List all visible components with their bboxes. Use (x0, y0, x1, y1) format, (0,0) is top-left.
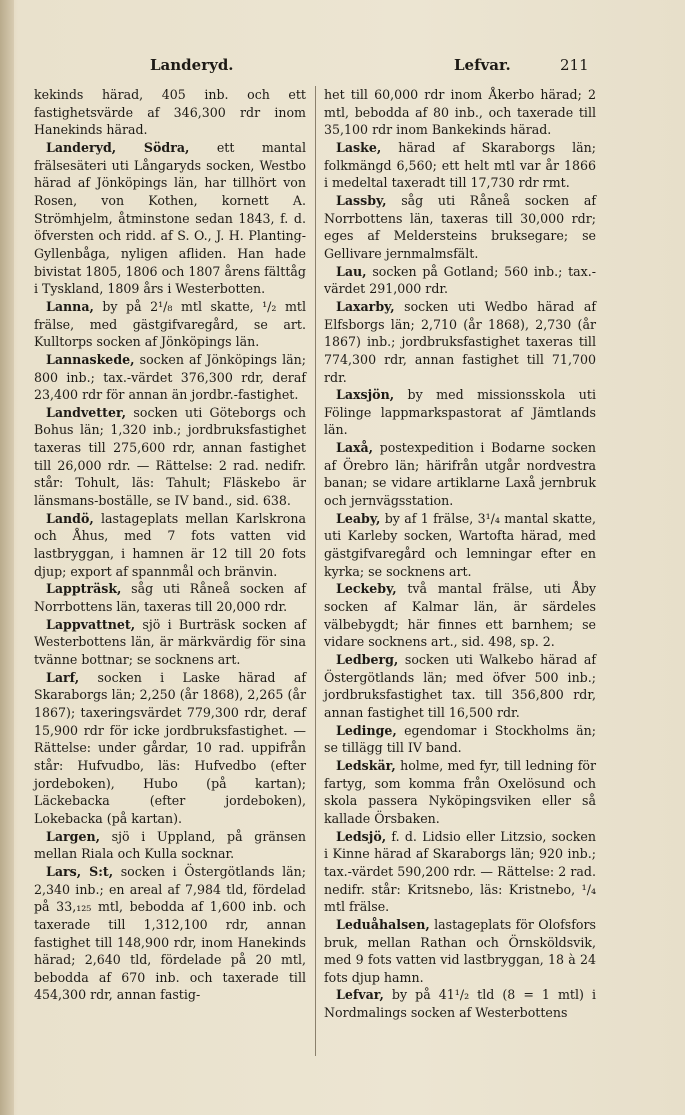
entry-headword: Lappvattnet, (46, 616, 136, 632)
entry-headword: Landvetter, (46, 404, 127, 420)
entry-headword: Laxarby, (336, 298, 395, 314)
entry-headword: Lars, S:t, (46, 863, 114, 879)
entry-headword: Landeryd, Södra, (46, 139, 190, 155)
dictionary-entry (34, 863, 306, 1004)
entry-text: socken i Laske härad af Skaraborgs län; 2,250 (år 1868), 2,265 (år 1867); taxeringsvärdet 779,300 rdr, deraf 15,900 rdr för icke jordbruksfastighet. — Rättelse: under gårdar, 10 rad. uppifrån står: Hufvudbo, läs: Hufvedbo (efter jordeboken), Hubo (på kartan); Läckebacka (efter jordeboken), Lokebacka (på kartan). (34, 669, 306, 826)
entry-text: postexpedition i Bodarne socken af Örebro län; härifrån utgår nordvestra banan; se vidare artiklarne Laxå jernbruk och jernvägsstation. (324, 440, 596, 509)
dictionary-entry (324, 439, 596, 510)
dictionary-entry (324, 828, 596, 916)
entry-headword: Leaby, (336, 510, 381, 526)
dictionary-entry (34, 510, 306, 581)
dictionary-entry (34, 86, 306, 139)
entry-headword: Laxå, (336, 440, 374, 456)
entry-headword: Ledinge, (336, 722, 397, 738)
dictionary-entry (34, 616, 306, 669)
entry-text: kekinds härad, 405 inb. och ett fastighetsvärde af 346,300 rdr inom Hanekinds härad. (34, 87, 306, 138)
entry-text: ett mantal frälsesäteri uti Långaryds socken, Westbo härad af Jönköpings län, har tillhört von Rosen, von Kothen, kornett A. Strömhjelm, åtminstone sedan 1843, f. d. öfversten och ridd. af S. O., J. H. Planting-Gyllenbåga, nyligen afliden. Han hade bivistat 1805, 1806 och 1807 årens fälttåg i Tyskland, 1809 års i Westerbotten. (34, 139, 306, 297)
dictionary-entry (324, 386, 596, 439)
dictionary-entry (324, 192, 596, 263)
entry-headword: Laske, (336, 139, 382, 155)
entry-text: lastageplats mellan Karlskrona och Åhus, med 7 fots vatten vid lastbryggan, i hamnen är 12 till 20 fots djup; export af spannmål och bränvin. (34, 510, 306, 579)
header-right-catchword: Lefvar. (454, 56, 511, 74)
entry-text: by på 41¹/₂ tld (8 = 1 mtl) i Nordmalings socken af Westerbottens (324, 987, 596, 1021)
entry-text: holme, med fyr, till ledning för fartyg, som komma från Oxelösund och skola passera Nyköpingsviken eller så kallade Örsbaken. (324, 757, 596, 826)
entry-text: härad af Skaraborgs län; folkmängd 6,560; ett helt mtl var år 1866 i medeltal taxeradt till 17,730 rdr rmt. (324, 139, 596, 191)
dictionary-entry (34, 828, 306, 863)
dictionary-entry (324, 986, 596, 1021)
entry-text: f. d. Lidsio eller Litzsio, socken i Kinne härad af Skaraborgs län; 920 inb.; tax.-värdet 590,200 rdr. — Rättelse: 2 rad. nedifr. står: Kritsnebo, läs: Kristnebo, ¹/₄ mtl frälse. (324, 828, 596, 915)
entry-headword: Lau, (336, 263, 367, 279)
dictionary-entry (324, 510, 596, 581)
dictionary-entry (324, 298, 596, 386)
entry-headword: Ledsjö, (336, 828, 387, 844)
entry-text: såg uti Råneå socken af Norrbottens län, taxeras till 20,000 rdr. (34, 581, 306, 615)
entry-headword: Leckeby, (336, 581, 397, 597)
entry-headword: Lassby, (336, 192, 387, 208)
dictionary-entry (34, 669, 306, 828)
entry-text: två mantal frälse, uti Åby socken af Kalmar län, är särdeles välbebygdt; här finnes ett barnhem; se vidare socknens art., sid. 498, sp. 2. (324, 581, 596, 650)
entry-text: socken uti Göteborgs och Bohus län; 1,320 inb.; jordbruksfastighet taxeras till 275,600 rdr, annan fastighet till 26,000 rdr. — Rättelse: 2 rad. nedifr. står: Tohult, läs: Tahult; Fläskebo är länsmans-boställe, se IV band., sid. 638. (34, 404, 306, 509)
entry-text: socken uti Wedbo härad af Elfsborgs län; 2,710 (år 1868), 2,730 (år 1867) inb.; jordbruksfastighet taxeras till 774,300 rdr, annan fastighet till 71,700 rdr. (324, 298, 596, 385)
entry-text: socken af Jönköpings län; 800 inb.; tax.-värdet 376,300 rdr, deraf 23,400 rdr för annan än jordbr.-fastighet. (34, 351, 306, 403)
entry-text: egendomar i Stockholms än; se tillägg till IV band. (324, 722, 596, 756)
page-number: 211 (560, 56, 589, 74)
entry-headword: Lanna, (46, 298, 94, 314)
dictionary-entry (324, 651, 596, 722)
entry-text: by af 1 frälse, 3¹/₄ mantal skatte, uti Karleby socken, Wartofta härad, med gästgifvaregård och lemningar efter en kyrka; se socknens art. (324, 510, 596, 579)
entry-headword: Lappträsk, (46, 581, 122, 597)
entry-text: het till 60,000 rdr inom Åkerbo härad; 2 mtl, bebodda af 80 inb., och taxerade till 35,100 rdr inom Bankekinds härad. (324, 87, 596, 138)
entry-text: såg uti Råneå socken af Norrbottens län, taxeras till 30,000 rdr; eges af Meldersteins bruksegare; se Gellivare jernmalmsfält. (324, 192, 596, 261)
dictionary-entry (324, 263, 596, 298)
entry-headword: Laxsjön, (336, 387, 395, 403)
left-column (34, 86, 306, 1004)
entry-text: sjö i Burträsk socken af Westerbottens län, är märkvärdig för sina tvänne bottnar; se socknens art. (34, 616, 306, 667)
dictionary-entry (34, 298, 306, 351)
entry-text: sjö i Uppland, på gränsen mellan Riala och Kulla socknar. (34, 828, 306, 862)
right-column (324, 86, 596, 1022)
entry-text: lastageplats för Olofsfors bruk, mellan Rathan och Örnsköldsvik, med 9 fots vatten vid lastbryggan, 18 à 24 fots djup hamn. (324, 916, 596, 985)
entry-headword: Ledberg, (336, 652, 399, 667)
dictionary-entry (324, 139, 596, 192)
running-header (34, 56, 654, 82)
column-divider (315, 86, 316, 1056)
entry-text: socken uti Walkebo härad af Östergötlands län; med öfver 500 inb.; jordbruksfastighet tax. till 356,800 rdr, annan fastighet till 16,500 rdr. (324, 652, 596, 720)
dictionary-entry (324, 722, 596, 757)
dictionary-entry (34, 139, 306, 298)
dictionary-entry (34, 351, 306, 404)
dictionary-entry (324, 86, 596, 139)
dictionary-entry (34, 404, 306, 510)
dictionary-entry (324, 580, 596, 651)
entry-headword: Lefvar, (336, 987, 384, 1003)
dictionary-entry (324, 757, 596, 828)
dictionary-entry (34, 580, 306, 615)
page-binding-edge (0, 0, 14, 1115)
entry-headword: Leduåhalsen, (336, 916, 430, 932)
entry-text: by på 2¹/₈ mtl skatte, ¹/₂ mtl frälse, med gästgifvaregård, se art. Kulltorps socken af Jönköpings län. (34, 298, 306, 350)
entry-text: by med missionsskola uti Fölinge lappmarkspastorat af Jämtlands län. (324, 387, 596, 438)
entry-headword: Larf, (46, 669, 80, 685)
entry-text: socken på Gotland; 560 inb.; tax.-värdet 291,000 rdr. (324, 263, 596, 297)
header-left-catchword: Landeryd. (150, 56, 234, 74)
entry-text: socken i Östergötlands län; 2,340 inb.; en areal af 7,984 tld, fördelad på 33,₁₂₅ mtl, bebodda af 1,600 inb. och taxerade till 1,312,100 rdr, annan fastighet till 148,900 rdr, inom Hanekinds härad; 2,640 tld, fördelade på 20 mtl, bebodda af 670 inb. och taxerade till 454,300 rdr, annan fastig- (34, 863, 306, 1003)
entry-headword: Ledskär, (336, 757, 396, 773)
entry-headword: Largen, (46, 828, 101, 844)
entry-headword: Landö, (46, 510, 94, 526)
entry-headword: Lannaskede, (46, 351, 135, 367)
dictionary-entry (324, 916, 596, 987)
